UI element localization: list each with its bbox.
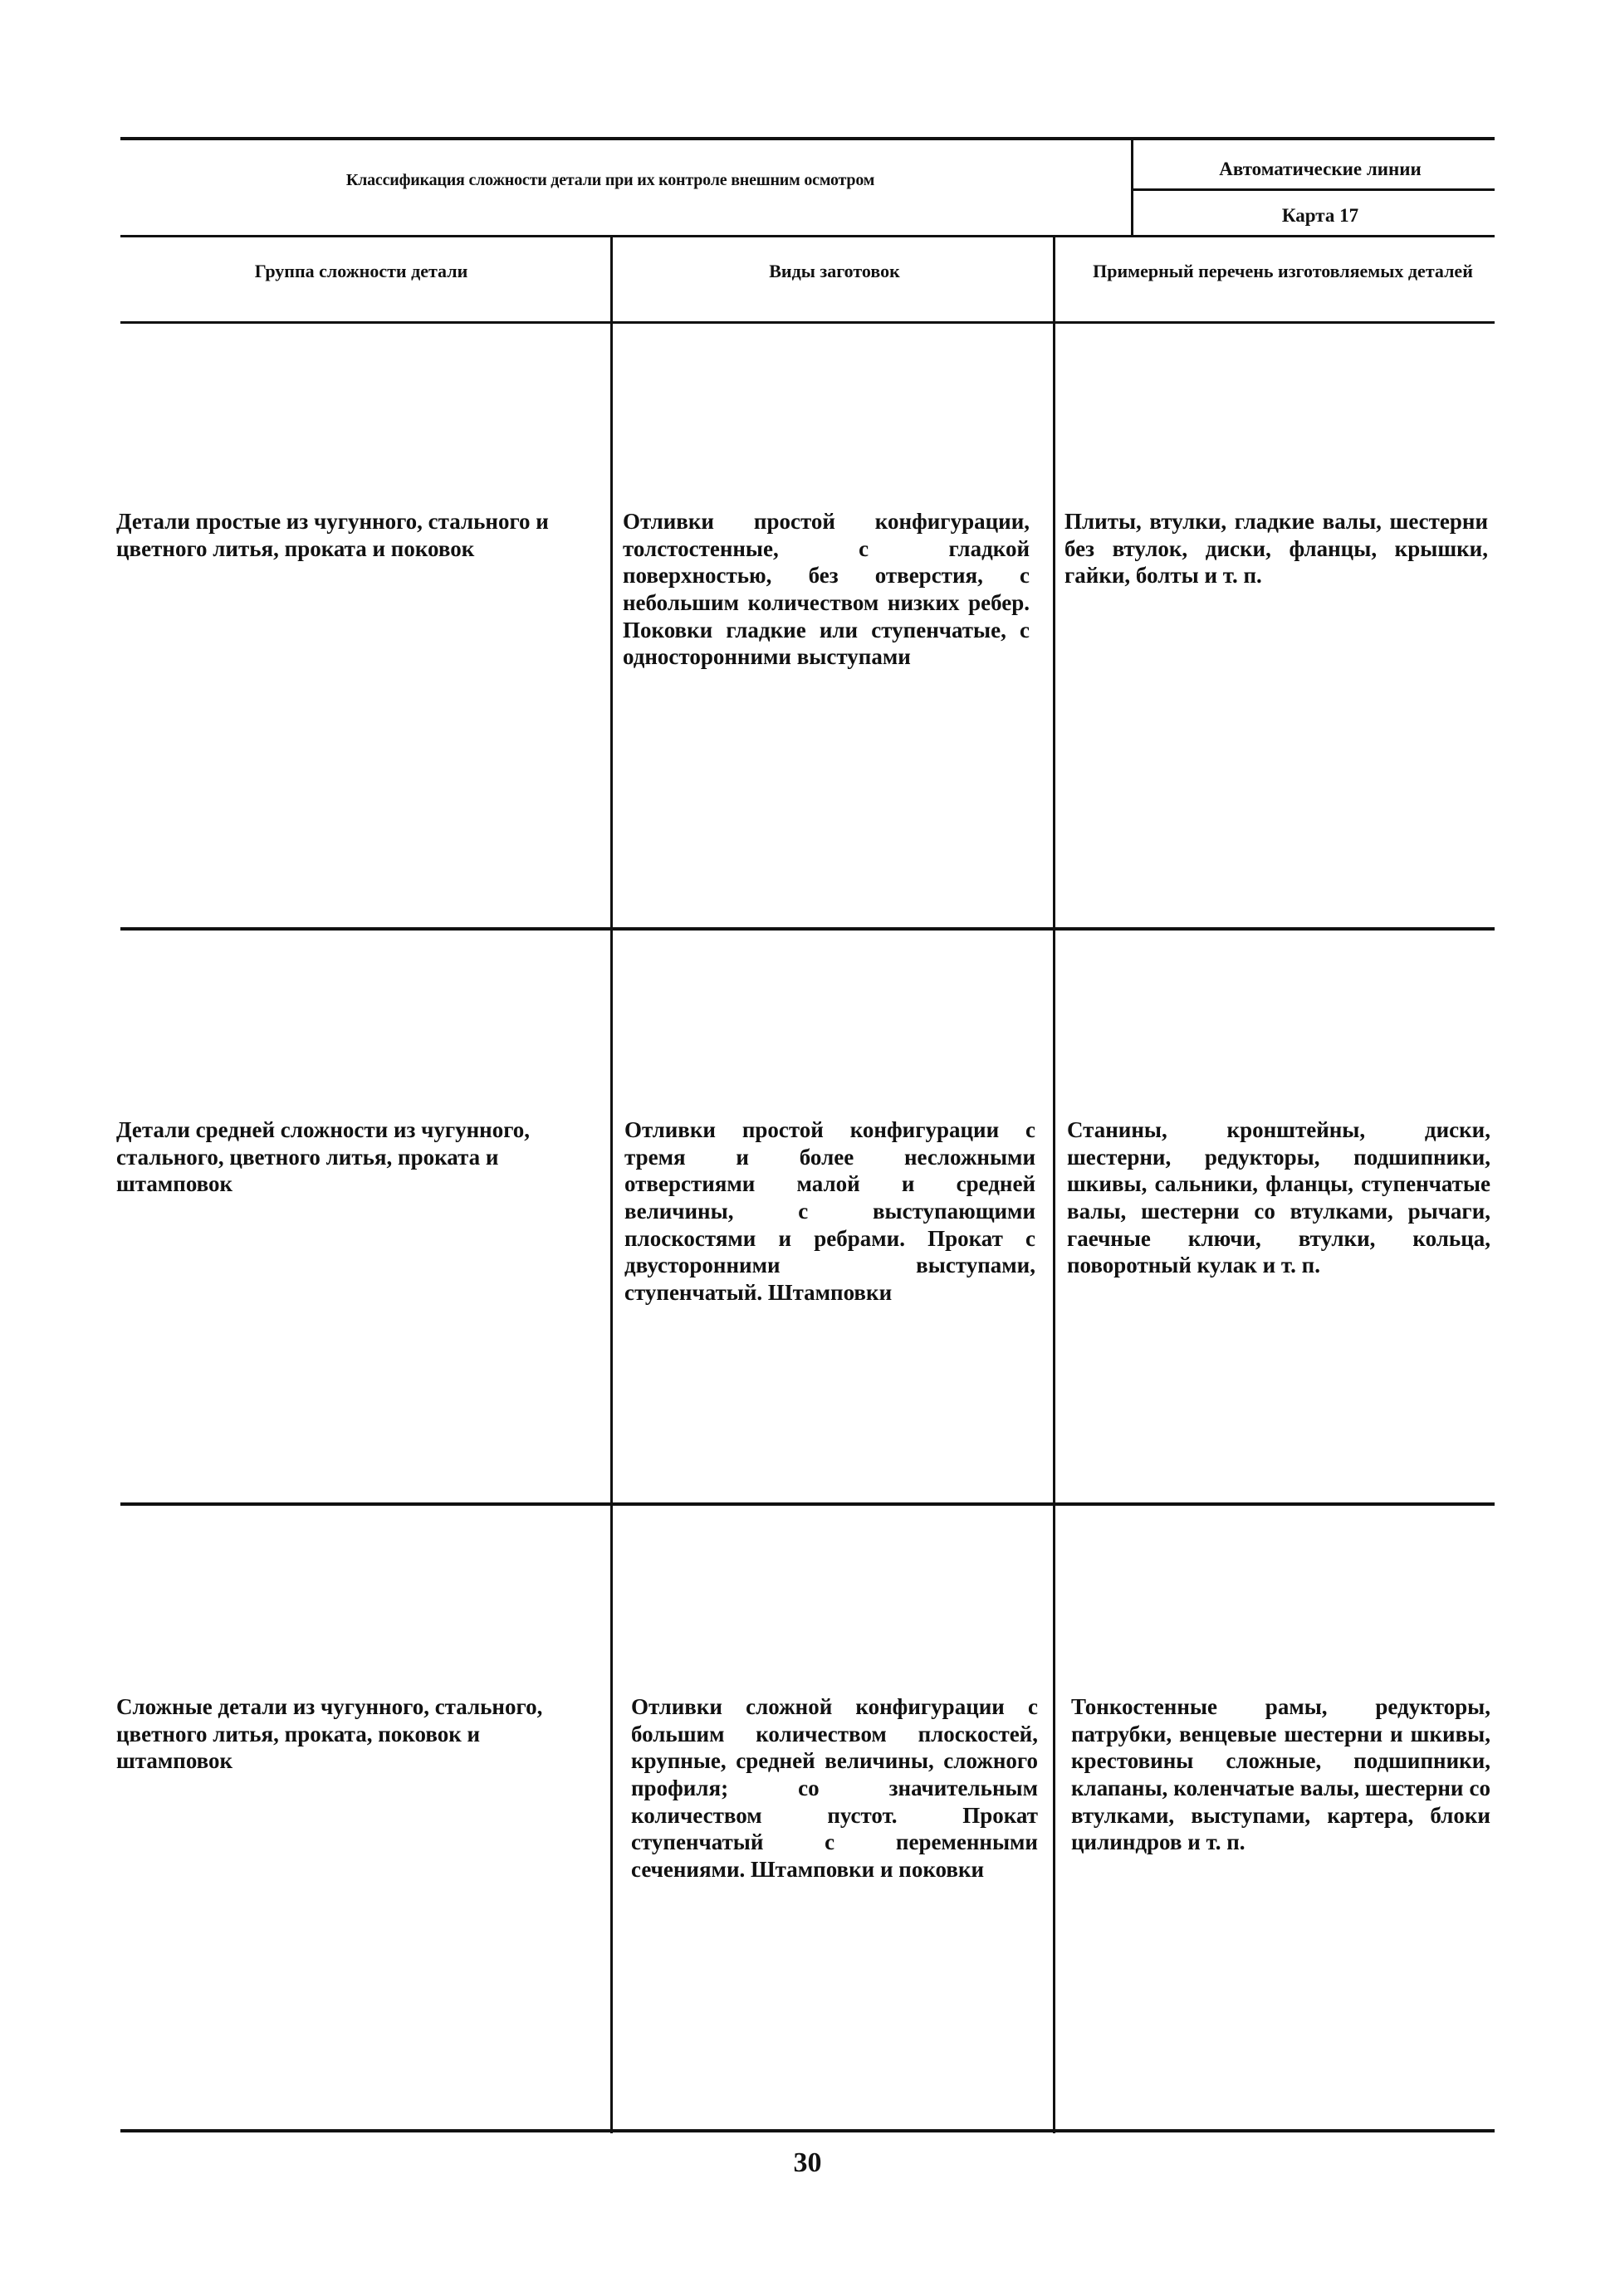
row-1-parts: Плиты, втулки, гладкие валы, шестерни без втулок, диски, фланцы, крышки, гайки, болты и т. п. [1064, 509, 1488, 589]
card-label: Карта 17 [1281, 205, 1359, 226]
row-1-blanks: Отливки простой конфигурации, толстостенные, с гладкой поверхностью, без отверстия, с небольшим количеством низких ребер. Поковки гладкие или ступенчатые, с односторонними выступами [623, 509, 1030, 670]
section-label: Автоматические линии [1219, 159, 1422, 179]
column-header-group: Группа сложности детали [254, 261, 468, 281]
column-header-parts: Примерный перечень изготовляемых деталей [1093, 261, 1473, 281]
column-header-rule [120, 321, 1495, 324]
section-underline [1131, 188, 1495, 191]
row-1-group: Детали простые из чугунного, стального и цветного литья, проката и поковок [116, 509, 549, 561]
column-header-blanks: Виды заготовок [769, 261, 900, 281]
bottom-rule [120, 2129, 1495, 2132]
top-rule [120, 137, 1495, 140]
row-3-blanks: Отливки сложной конфигурации с большим количеством плоскостей, крупные, средней величины, сложного профиля; со значительным количеством пустот. Прокат ступенчатый с переменными сечениями. Штамповки и поковки [631, 1694, 1038, 1882]
row-2-blanks: Отливки простой конфигурации с тремя и более несложными отверстиями малой и средней величины, с выступающими плоскостями и ребрами. Прокат с двусторонними выступами, ступенчатый. Штамповки [624, 1117, 1035, 1305]
col-divider-2 [1053, 237, 1055, 2133]
row-2-group: Детали средней сложности из чугунного, стального, цветного литья, проката и штамповок [116, 1117, 531, 1197]
header-bottom-rule [120, 235, 1495, 237]
row-3-parts: Тонкостенные рамы, редукторы, патрубки, венцевые шестерни и шкивы, крестовины сложные, подшипники, клапаны, коленчатые валы, шестерни со втулками, выступами, картера, блоки цилиндров и т. п. [1071, 1694, 1490, 1855]
table-title: Классификация сложности детали при их контроле внешним осмотром [345, 171, 875, 189]
row-separator-1 [120, 927, 1495, 931]
col-divider-1 [610, 237, 613, 2133]
row-2-parts: Станины, кронштейны, диски, шестерни, редукторы, подшипники, шкивы, сальники, фланцы, ступенчатые валы, шестерни со втулками, рычаги, гаечные ключи, втулки, кольца, поворотный кулак и т. п. [1067, 1117, 1490, 1278]
page-number: 30 [793, 2147, 822, 2178]
row-separator-2 [120, 1502, 1495, 1506]
row-3-group: Сложные детали из чугунного, стального, цветного литья, проката, поковок и штамповок [116, 1694, 543, 1774]
